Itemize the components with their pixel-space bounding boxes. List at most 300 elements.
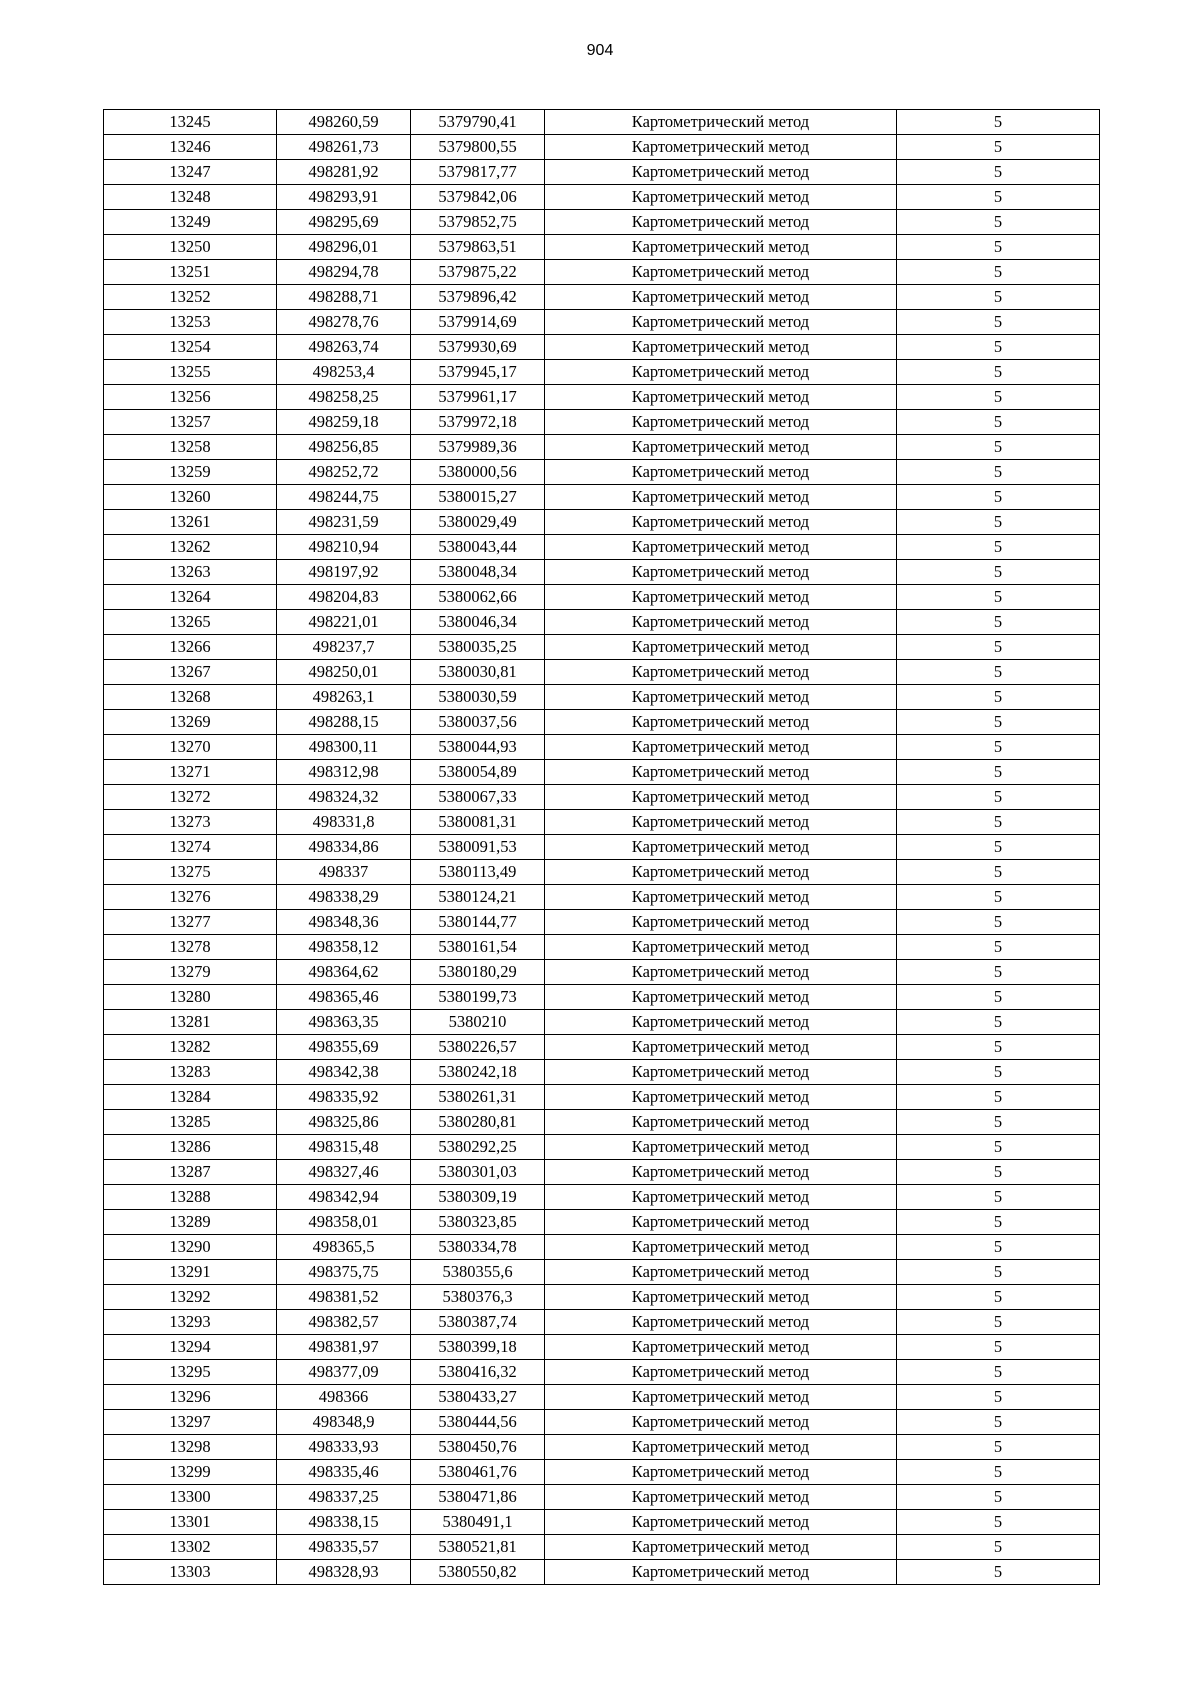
x-coordinate-cell: 498237,7 <box>277 635 411 660</box>
x-coordinate-cell: 498295,69 <box>277 210 411 235</box>
accuracy-cell: 5 <box>897 160 1100 185</box>
x-coordinate-cell: 498365,46 <box>277 985 411 1010</box>
y-coordinate-cell: 5380323,85 <box>411 1210 545 1235</box>
y-coordinate-cell: 5380044,93 <box>411 735 545 760</box>
table-row <box>104 885 1100 910</box>
method-cell: Картометрический метод <box>545 1385 897 1410</box>
point-number-cell: 13270 <box>104 735 277 760</box>
x-coordinate-cell: 498335,46 <box>277 1460 411 1485</box>
accuracy-cell: 5 <box>897 1385 1100 1410</box>
y-coordinate-cell: 5380433,27 <box>411 1385 545 1410</box>
table-row <box>104 1310 1100 1335</box>
x-coordinate-cell: 498294,78 <box>277 260 411 285</box>
y-coordinate-cell: 5380161,54 <box>411 935 545 960</box>
accuracy-cell: 5 <box>897 985 1100 1010</box>
point-number-cell: 13300 <box>104 1485 277 1510</box>
table-row <box>104 1360 1100 1385</box>
x-coordinate-cell: 498358,12 <box>277 935 411 960</box>
page-number: 904 <box>586 42 614 59</box>
accuracy-cell: 5 <box>897 1460 1100 1485</box>
point-number-cell: 13297 <box>104 1410 277 1435</box>
point-number-cell: 13247 <box>104 160 277 185</box>
method-cell: Картометрический метод <box>545 260 897 285</box>
method-cell: Картометрический метод <box>545 910 897 935</box>
method-cell: Картометрический метод <box>545 735 897 760</box>
accuracy-cell: 5 <box>897 260 1100 285</box>
point-number-cell: 13248 <box>104 185 277 210</box>
method-cell: Картометрический метод <box>545 110 897 135</box>
point-number-cell: 13290 <box>104 1235 277 1260</box>
y-coordinate-cell: 5380471,86 <box>411 1485 545 1510</box>
x-coordinate-cell: 498263,74 <box>277 335 411 360</box>
x-coordinate-cell: 498328,93 <box>277 1560 411 1585</box>
method-cell: Картометрический метод <box>545 1110 897 1135</box>
accuracy-cell: 5 <box>897 935 1100 960</box>
y-coordinate-cell: 5379875,22 <box>411 260 545 285</box>
x-coordinate-cell: 498382,57 <box>277 1310 411 1335</box>
method-cell: Картометрический метод <box>545 635 897 660</box>
table-row <box>104 1210 1100 1235</box>
table-row <box>104 910 1100 935</box>
y-coordinate-cell: 5379790,41 <box>411 110 545 135</box>
accuracy-cell: 5 <box>897 610 1100 635</box>
y-coordinate-cell: 5380210 <box>411 1010 545 1035</box>
accuracy-cell: 5 <box>897 510 1100 535</box>
accuracy-cell: 5 <box>897 535 1100 560</box>
point-number-cell: 13264 <box>104 585 277 610</box>
table-row <box>104 460 1100 485</box>
point-number-cell: 13280 <box>104 985 277 1010</box>
table-row <box>104 235 1100 260</box>
table-row <box>104 610 1100 635</box>
method-cell: Картометрический метод <box>545 560 897 585</box>
accuracy-cell: 5 <box>897 235 1100 260</box>
y-coordinate-cell: 5380081,31 <box>411 810 545 835</box>
point-number-cell: 13296 <box>104 1385 277 1410</box>
method-cell: Картометрический метод <box>545 1310 897 1335</box>
x-coordinate-cell: 498256,85 <box>277 435 411 460</box>
y-coordinate-cell: 5380491,1 <box>411 1510 545 1535</box>
method-cell: Картометрический метод <box>545 1360 897 1385</box>
accuracy-cell: 5 <box>897 1560 1100 1585</box>
y-coordinate-cell: 5380043,44 <box>411 535 545 560</box>
table-row <box>104 135 1100 160</box>
accuracy-cell: 5 <box>897 1335 1100 1360</box>
accuracy-cell: 5 <box>897 710 1100 735</box>
accuracy-cell: 5 <box>897 485 1100 510</box>
x-coordinate-cell: 498278,76 <box>277 310 411 335</box>
table-row <box>104 935 1100 960</box>
accuracy-cell: 5 <box>897 835 1100 860</box>
point-number-cell: 13287 <box>104 1160 277 1185</box>
table-row <box>104 1460 1100 1485</box>
method-cell: Картометрический метод <box>545 1210 897 1235</box>
table-row <box>104 185 1100 210</box>
y-coordinate-cell: 5380091,53 <box>411 835 545 860</box>
point-number-cell: 13283 <box>104 1060 277 1085</box>
coordinates-table-body <box>104 110 1100 1585</box>
method-cell: Картометрический метод <box>545 185 897 210</box>
x-coordinate-cell: 498288,15 <box>277 710 411 735</box>
x-coordinate-cell: 498348,36 <box>277 910 411 935</box>
x-coordinate-cell: 498281,92 <box>277 160 411 185</box>
table-row <box>104 1110 1100 1135</box>
x-coordinate-cell: 498300,11 <box>277 735 411 760</box>
accuracy-cell: 5 <box>897 1035 1100 1060</box>
point-number-cell: 13289 <box>104 1210 277 1235</box>
x-coordinate-cell: 498363,35 <box>277 1010 411 1035</box>
accuracy-cell: 5 <box>897 810 1100 835</box>
point-number-cell: 13272 <box>104 785 277 810</box>
method-cell: Картометрический метод <box>545 1185 897 1210</box>
x-coordinate-cell: 498250,01 <box>277 660 411 685</box>
accuracy-cell: 5 <box>897 185 1100 210</box>
x-coordinate-cell: 498358,01 <box>277 1210 411 1235</box>
y-coordinate-cell: 5379863,51 <box>411 235 545 260</box>
accuracy-cell: 5 <box>897 1185 1100 1210</box>
table-row <box>104 760 1100 785</box>
y-coordinate-cell: 5380000,56 <box>411 460 545 485</box>
point-number-cell: 13298 <box>104 1435 277 1460</box>
point-number-cell: 13267 <box>104 660 277 685</box>
x-coordinate-cell: 498364,62 <box>277 960 411 985</box>
x-coordinate-cell: 498231,59 <box>277 510 411 535</box>
accuracy-cell: 5 <box>897 1110 1100 1135</box>
table-row <box>104 1410 1100 1435</box>
x-coordinate-cell: 498244,75 <box>277 485 411 510</box>
y-coordinate-cell: 5380334,78 <box>411 1235 545 1260</box>
x-coordinate-cell: 498259,18 <box>277 410 411 435</box>
accuracy-cell: 5 <box>897 585 1100 610</box>
point-number-cell: 13255 <box>104 360 277 385</box>
x-coordinate-cell: 498333,93 <box>277 1435 411 1460</box>
method-cell: Картометрический метод <box>545 285 897 310</box>
accuracy-cell: 5 <box>897 435 1100 460</box>
method-cell: Картометрический метод <box>545 1260 897 1285</box>
table-row <box>104 385 1100 410</box>
x-coordinate-cell: 498197,92 <box>277 560 411 585</box>
method-cell: Картометрический метод <box>545 1010 897 1035</box>
y-coordinate-cell: 5380054,89 <box>411 760 545 785</box>
y-coordinate-cell: 5380144,77 <box>411 910 545 935</box>
y-coordinate-cell: 5380461,76 <box>411 1460 545 1485</box>
table-row <box>104 1510 1100 1535</box>
point-number-cell: 13294 <box>104 1335 277 1360</box>
accuracy-cell: 5 <box>897 735 1100 760</box>
point-number-cell: 13277 <box>104 910 277 935</box>
y-coordinate-cell: 5380067,33 <box>411 785 545 810</box>
method-cell: Картометрический метод <box>545 435 897 460</box>
point-number-cell: 13279 <box>104 960 277 985</box>
table-row <box>104 210 1100 235</box>
point-number-cell: 13263 <box>104 560 277 585</box>
y-coordinate-cell: 5380226,57 <box>411 1035 545 1060</box>
point-number-cell: 13252 <box>104 285 277 310</box>
point-number-cell: 13271 <box>104 760 277 785</box>
point-number-cell: 13268 <box>104 685 277 710</box>
x-coordinate-cell: 498263,1 <box>277 685 411 710</box>
accuracy-cell: 5 <box>897 1360 1100 1385</box>
method-cell: Картометрический метод <box>545 510 897 535</box>
table-row <box>104 1185 1100 1210</box>
method-cell: Картометрический метод <box>545 1285 897 1310</box>
x-coordinate-cell: 498375,75 <box>277 1260 411 1285</box>
point-number-cell: 13262 <box>104 535 277 560</box>
method-cell: Картометрический метод <box>545 885 897 910</box>
method-cell: Картометрический метод <box>545 685 897 710</box>
point-number-cell: 13275 <box>104 860 277 885</box>
y-coordinate-cell: 5379989,36 <box>411 435 545 460</box>
method-cell: Картометрический метод <box>545 935 897 960</box>
table-row <box>104 1135 1100 1160</box>
accuracy-cell: 5 <box>897 910 1100 935</box>
x-coordinate-cell: 498293,91 <box>277 185 411 210</box>
accuracy-cell: 5 <box>897 1435 1100 1460</box>
accuracy-cell: 5 <box>897 1085 1100 1110</box>
point-number-cell: 13273 <box>104 810 277 835</box>
point-number-cell: 13293 <box>104 1310 277 1335</box>
point-number-cell: 13274 <box>104 835 277 860</box>
method-cell: Картометрический метод <box>545 1035 897 1060</box>
y-coordinate-cell: 5380450,76 <box>411 1435 545 1460</box>
method-cell: Картометрический метод <box>545 1510 897 1535</box>
table-row <box>104 660 1100 685</box>
accuracy-cell: 5 <box>897 785 1100 810</box>
accuracy-cell: 5 <box>897 1535 1100 1560</box>
accuracy-cell: 5 <box>897 1310 1100 1335</box>
y-coordinate-cell: 5380124,21 <box>411 885 545 910</box>
method-cell: Картометрический метод <box>545 1560 897 1585</box>
y-coordinate-cell: 5379842,06 <box>411 185 545 210</box>
accuracy-cell: 5 <box>897 110 1100 135</box>
point-number-cell: 13259 <box>104 460 277 485</box>
y-coordinate-cell: 5380261,31 <box>411 1085 545 1110</box>
table-row <box>104 310 1100 335</box>
table-row <box>104 260 1100 285</box>
table-row <box>104 360 1100 385</box>
table-row <box>104 1085 1100 1110</box>
method-cell: Картометрический метод <box>545 1060 897 1085</box>
method-cell: Картометрический метод <box>545 485 897 510</box>
method-cell: Картометрический метод <box>545 1135 897 1160</box>
accuracy-cell: 5 <box>897 135 1100 160</box>
method-cell: Картометрический метод <box>545 985 897 1010</box>
method-cell: Картометрический метод <box>545 460 897 485</box>
x-coordinate-cell: 498366 <box>277 1385 411 1410</box>
y-coordinate-cell: 5380444,56 <box>411 1410 545 1435</box>
point-number-cell: 13302 <box>104 1535 277 1560</box>
table-row <box>104 110 1100 135</box>
accuracy-cell: 5 <box>897 1285 1100 1310</box>
point-number-cell: 13299 <box>104 1460 277 1485</box>
point-number-cell: 13301 <box>104 1510 277 1535</box>
table-row <box>104 560 1100 585</box>
y-coordinate-cell: 5379852,75 <box>411 210 545 235</box>
accuracy-cell: 5 <box>897 1135 1100 1160</box>
point-number-cell: 13245 <box>104 110 277 135</box>
y-coordinate-cell: 5380062,66 <box>411 585 545 610</box>
method-cell: Картометрический метод <box>545 210 897 235</box>
point-number-cell: 13256 <box>104 385 277 410</box>
y-coordinate-cell: 5380242,18 <box>411 1060 545 1085</box>
table-row <box>104 635 1100 660</box>
method-cell: Картометрический метод <box>545 1460 897 1485</box>
accuracy-cell: 5 <box>897 1060 1100 1085</box>
method-cell: Картометрический метод <box>545 835 897 860</box>
x-coordinate-cell: 498210,94 <box>277 535 411 560</box>
x-coordinate-cell: 498337,25 <box>277 1485 411 1510</box>
x-coordinate-cell: 498315,48 <box>277 1135 411 1160</box>
table-row <box>104 1535 1100 1560</box>
table-row <box>104 1435 1100 1460</box>
accuracy-cell: 5 <box>897 1260 1100 1285</box>
y-coordinate-cell: 5379945,17 <box>411 360 545 385</box>
y-coordinate-cell: 5380280,81 <box>411 1110 545 1135</box>
x-coordinate-cell: 498260,59 <box>277 110 411 135</box>
y-coordinate-cell: 5379800,55 <box>411 135 545 160</box>
y-coordinate-cell: 5380301,03 <box>411 1160 545 1185</box>
method-cell: Картометрический метод <box>545 960 897 985</box>
method-cell: Картометрический метод <box>545 610 897 635</box>
y-coordinate-cell: 5380029,49 <box>411 510 545 535</box>
method-cell: Картометрический метод <box>545 710 897 735</box>
accuracy-cell: 5 <box>897 685 1100 710</box>
table-row <box>104 1235 1100 1260</box>
x-coordinate-cell: 498331,8 <box>277 810 411 835</box>
x-coordinate-cell: 498381,97 <box>277 1335 411 1360</box>
y-coordinate-cell: 5379817,77 <box>411 160 545 185</box>
x-coordinate-cell: 498335,92 <box>277 1085 411 1110</box>
table-row <box>104 1385 1100 1410</box>
table-row <box>104 710 1100 735</box>
method-cell: Картометрический метод <box>545 1335 897 1360</box>
point-number-cell: 13292 <box>104 1285 277 1310</box>
table-row <box>104 1010 1100 1035</box>
point-number-cell: 13261 <box>104 510 277 535</box>
point-number-cell: 13286 <box>104 1135 277 1160</box>
point-number-cell: 13276 <box>104 885 277 910</box>
table-row <box>104 585 1100 610</box>
y-coordinate-cell: 5380035,25 <box>411 635 545 660</box>
point-number-cell: 13251 <box>104 260 277 285</box>
method-cell: Картометрический метод <box>545 385 897 410</box>
y-coordinate-cell: 5380399,18 <box>411 1335 545 1360</box>
table-row <box>104 1560 1100 1585</box>
accuracy-cell: 5 <box>897 860 1100 885</box>
point-number-cell: 13291 <box>104 1260 277 1285</box>
x-coordinate-cell: 498327,46 <box>277 1160 411 1185</box>
point-number-cell: 13288 <box>104 1185 277 1210</box>
point-number-cell: 13285 <box>104 1110 277 1135</box>
y-coordinate-cell: 5380048,34 <box>411 560 545 585</box>
y-coordinate-cell: 5380015,27 <box>411 485 545 510</box>
table-row <box>104 535 1100 560</box>
accuracy-cell: 5 <box>897 885 1100 910</box>
x-coordinate-cell: 498221,01 <box>277 610 411 635</box>
table-row <box>104 510 1100 535</box>
y-coordinate-cell: 5380309,19 <box>411 1185 545 1210</box>
accuracy-cell: 5 <box>897 1235 1100 1260</box>
point-number-cell: 13266 <box>104 635 277 660</box>
accuracy-cell: 5 <box>897 660 1100 685</box>
method-cell: Картометрический метод <box>545 1435 897 1460</box>
method-cell: Картометрический метод <box>545 760 897 785</box>
method-cell: Картометрический метод <box>545 160 897 185</box>
point-number-cell: 13269 <box>104 710 277 735</box>
x-coordinate-cell: 498204,83 <box>277 585 411 610</box>
table-row <box>104 160 1100 185</box>
x-coordinate-cell: 498312,98 <box>277 760 411 785</box>
x-coordinate-cell: 498377,09 <box>277 1360 411 1385</box>
table-row <box>104 1260 1100 1285</box>
method-cell: Картометрический метод <box>545 1410 897 1435</box>
table-row <box>104 960 1100 985</box>
y-coordinate-cell: 5380030,81 <box>411 660 545 685</box>
x-coordinate-cell: 498342,94 <box>277 1185 411 1210</box>
y-coordinate-cell: 5380199,73 <box>411 985 545 1010</box>
accuracy-cell: 5 <box>897 285 1100 310</box>
method-cell: Картометрический метод <box>545 360 897 385</box>
method-cell: Картометрический метод <box>545 1485 897 1510</box>
y-coordinate-cell: 5380030,59 <box>411 685 545 710</box>
x-coordinate-cell: 498252,72 <box>277 460 411 485</box>
y-coordinate-cell: 5380046,34 <box>411 610 545 635</box>
point-number-cell: 13258 <box>104 435 277 460</box>
table-row <box>104 785 1100 810</box>
table-row <box>104 1160 1100 1185</box>
method-cell: Картометрический метод <box>545 310 897 335</box>
table-row <box>104 435 1100 460</box>
table-row <box>104 685 1100 710</box>
point-number-cell: 13281 <box>104 1010 277 1035</box>
y-coordinate-cell: 5379930,69 <box>411 335 545 360</box>
table-row <box>104 1060 1100 1085</box>
y-coordinate-cell: 5380292,25 <box>411 1135 545 1160</box>
table-row <box>104 985 1100 1010</box>
point-number-cell: 13265 <box>104 610 277 635</box>
accuracy-cell: 5 <box>897 560 1100 585</box>
method-cell: Картометрический метод <box>545 410 897 435</box>
x-coordinate-cell: 498365,5 <box>277 1235 411 1260</box>
point-number-cell: 13253 <box>104 310 277 335</box>
point-number-cell: 13257 <box>104 410 277 435</box>
method-cell: Картометрический метод <box>545 810 897 835</box>
x-coordinate-cell: 498288,71 <box>277 285 411 310</box>
y-coordinate-cell: 5380387,74 <box>411 1310 545 1335</box>
table-row <box>104 835 1100 860</box>
accuracy-cell: 5 <box>897 210 1100 235</box>
accuracy-cell: 5 <box>897 1010 1100 1035</box>
y-coordinate-cell: 5380550,82 <box>411 1560 545 1585</box>
y-coordinate-cell: 5380037,56 <box>411 710 545 735</box>
accuracy-cell: 5 <box>897 410 1100 435</box>
x-coordinate-cell: 498324,32 <box>277 785 411 810</box>
point-number-cell: 13303 <box>104 1560 277 1585</box>
table-row <box>104 1035 1100 1060</box>
accuracy-cell: 5 <box>897 335 1100 360</box>
point-number-cell: 13250 <box>104 235 277 260</box>
x-coordinate-cell: 498261,73 <box>277 135 411 160</box>
table-row <box>104 860 1100 885</box>
y-coordinate-cell: 5379972,18 <box>411 410 545 435</box>
accuracy-cell: 5 <box>897 1510 1100 1535</box>
x-coordinate-cell: 498325,86 <box>277 1110 411 1135</box>
y-coordinate-cell: 5380416,32 <box>411 1360 545 1385</box>
method-cell: Картометрический метод <box>545 660 897 685</box>
accuracy-cell: 5 <box>897 1160 1100 1185</box>
y-coordinate-cell: 5379896,42 <box>411 285 545 310</box>
method-cell: Картометрический метод <box>545 1235 897 1260</box>
